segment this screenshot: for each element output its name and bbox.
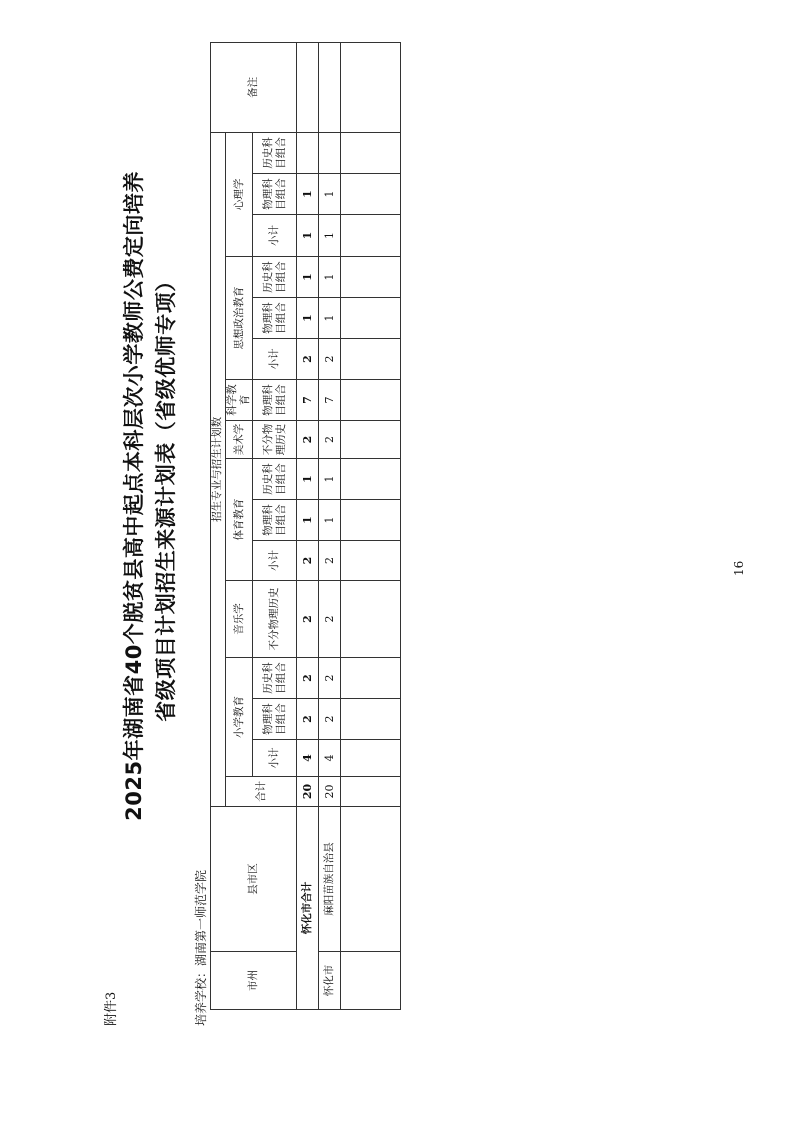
attachment-label: 附件3 bbox=[104, 991, 119, 1026]
row-music: 2 bbox=[319, 581, 341, 658]
row-politics-physics: 1 bbox=[319, 298, 341, 339]
row-total: 20 bbox=[319, 777, 341, 807]
row-science: 7 bbox=[297, 380, 319, 421]
header-major-primary: 小学教育 bbox=[226, 658, 253, 777]
row-politics-history: 1 bbox=[319, 257, 341, 298]
row-primary-subtotal: 4 bbox=[297, 740, 319, 777]
row-psychology-subtotal: 1 bbox=[319, 215, 341, 257]
header-pe-history: 历史科目组合 bbox=[253, 459, 297, 500]
header-psychology-history: 历史科目组合 bbox=[253, 132, 297, 173]
table-row-empty bbox=[341, 42, 401, 1009]
page-title-line-2: 省级项目计划招生来源计划表（省级优师专项） bbox=[154, 270, 178, 722]
page-title-line-1: 2025年湖南省40个脱贫县高中起点本科层次小学教师公费定向培养 bbox=[122, 171, 146, 821]
school-line bbox=[192, 870, 209, 1026]
row-pe-history: 1 bbox=[319, 459, 341, 500]
row-primary-physics: 2 bbox=[297, 699, 319, 740]
header-primary-physics: 物理科目组合 bbox=[253, 699, 297, 740]
header-major-science: 科学教育 bbox=[226, 380, 253, 421]
row-politics-history: 1 bbox=[297, 257, 319, 298]
row-primary-history: 2 bbox=[297, 658, 319, 699]
row-primary-subtotal: 4 bbox=[319, 740, 341, 777]
header-plan: 招生专业与招生计划数 bbox=[211, 132, 226, 806]
row-pe-subtotal: 2 bbox=[297, 541, 319, 581]
row-psychology-physics: 1 bbox=[319, 174, 341, 215]
header-city: 市州 bbox=[211, 952, 297, 1010]
header-remarks: 备注 bbox=[211, 42, 297, 132]
row-total: 20 bbox=[297, 777, 319, 807]
page-number: 16 bbox=[732, 560, 746, 576]
header-row-1 bbox=[211, 42, 226, 1009]
header-county: 县市区 bbox=[211, 807, 297, 952]
school-name: 湖南第一师范学院 bbox=[194, 869, 208, 966]
row-politics-subtotal: 2 bbox=[319, 339, 341, 380]
school-label: 培养学校： bbox=[194, 965, 208, 1026]
row-science: 7 bbox=[319, 380, 341, 421]
header-psychology-subtotal: 小计 bbox=[253, 215, 297, 257]
header-politics-history: 历史科目组合 bbox=[253, 257, 297, 298]
row-music: 2 bbox=[297, 581, 319, 658]
row-primary-history: 2 bbox=[319, 658, 341, 699]
row-remarks bbox=[319, 42, 341, 132]
row-psychology-history bbox=[297, 132, 319, 173]
row-psychology-subtotal: 1 bbox=[297, 215, 319, 257]
header-psychology-physics: 物理科目组合 bbox=[253, 174, 297, 215]
row-pe-physics: 1 bbox=[319, 500, 341, 541]
row-pe-history: 1 bbox=[297, 459, 319, 500]
row-politics-subtotal: 2 bbox=[297, 339, 319, 380]
header-major-art: 美术学 bbox=[226, 421, 253, 459]
row-psychology-physics: 1 bbox=[297, 174, 319, 215]
header-major-music: 音乐学 bbox=[226, 581, 253, 658]
row-county: 麻阳苗族自治县 bbox=[319, 807, 341, 952]
row-pe-physics: 1 bbox=[297, 500, 319, 541]
header-major-pe: 体育教育 bbox=[226, 459, 253, 581]
row-primary-physics: 2 bbox=[319, 699, 341, 740]
header-politics-physics: 物理科目组合 bbox=[253, 298, 297, 339]
row-art: 2 bbox=[297, 421, 319, 459]
row-psychology-history bbox=[319, 132, 341, 173]
header-primary-subtotal: 小计 bbox=[253, 740, 297, 777]
header-politics-subtotal: 小计 bbox=[253, 339, 297, 380]
row-politics-physics: 1 bbox=[297, 298, 319, 339]
header-pe-subtotal: 小计 bbox=[253, 541, 297, 581]
header-music-any: 不分物理历史 bbox=[253, 581, 297, 658]
row-pe-subtotal: 2 bbox=[319, 541, 341, 581]
row-city: 怀化市 bbox=[319, 952, 341, 1010]
row-city: 怀化市合计 bbox=[297, 807, 319, 1010]
table-row-total bbox=[297, 42, 319, 1009]
header-pe-physics: 物理科目组合 bbox=[253, 500, 297, 541]
header-total: 合计 bbox=[226, 777, 297, 807]
row-art: 2 bbox=[319, 421, 341, 459]
header-major-politics: 思想政治教育 bbox=[226, 257, 253, 380]
header-art-any: 不分物理历史 bbox=[253, 421, 297, 459]
header-major-psychology: 心理学 bbox=[226, 132, 253, 256]
table-row bbox=[319, 42, 341, 1009]
enrollment-plan-table bbox=[210, 42, 401, 1010]
header-primary-history: 历史科目组合 bbox=[253, 658, 297, 699]
header-science-physics: 物理科目组合 bbox=[253, 380, 297, 421]
row-remarks bbox=[297, 42, 319, 132]
